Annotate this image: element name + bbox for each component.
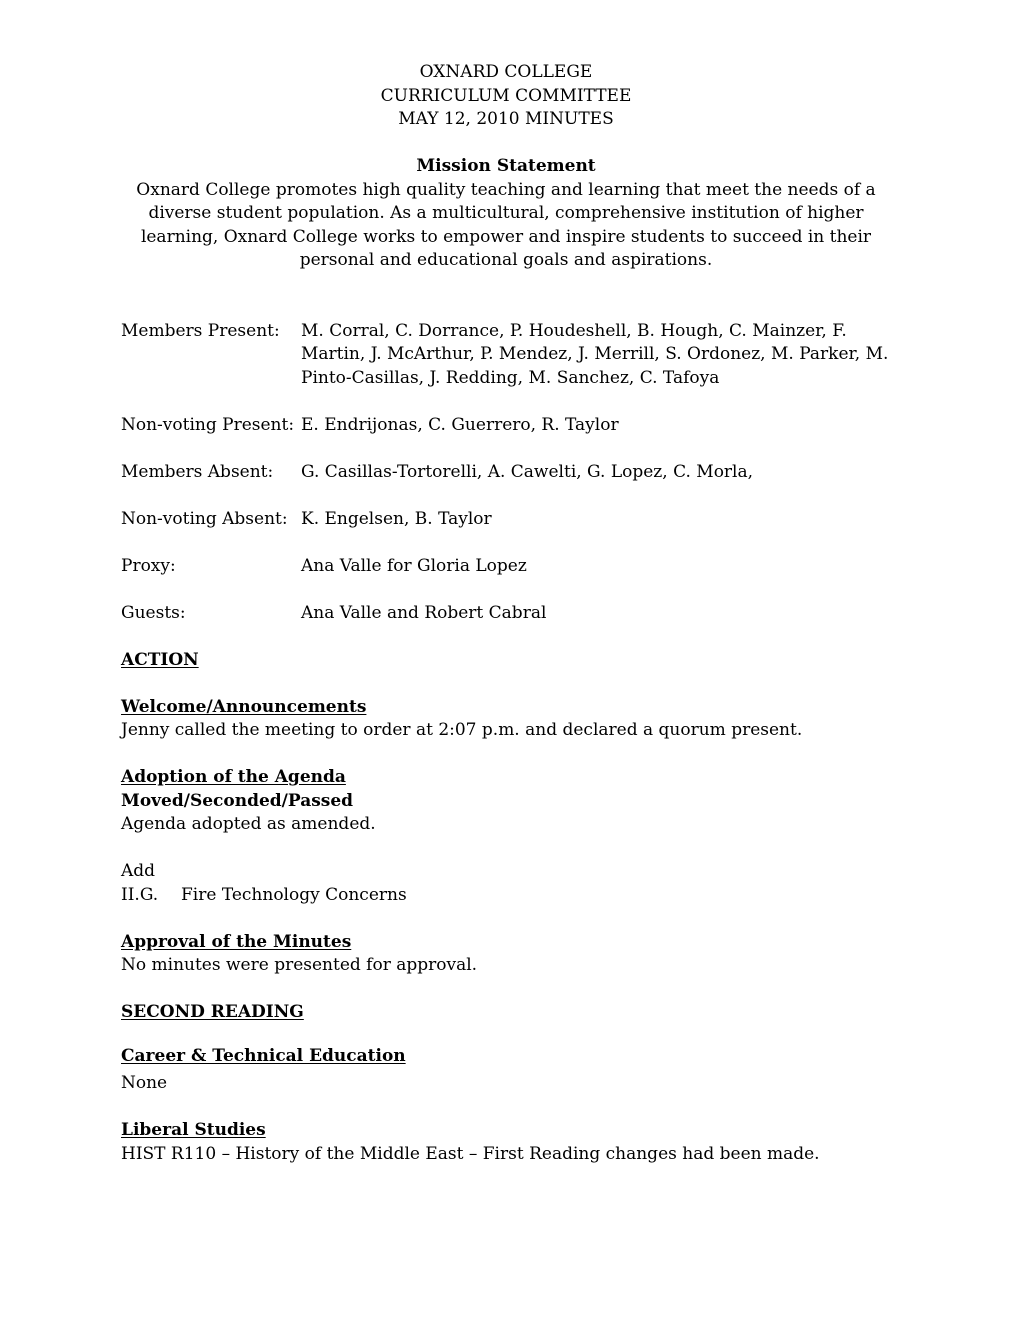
attendance-label: Guests:: [121, 602, 186, 623]
meeting-date-title: MAY 12, 2010 MINUTES: [398, 109, 614, 129]
attendance-label: Proxy:: [121, 555, 176, 576]
minutes-document: [121, 61, 891, 1190]
agenda-motion: Moved/Seconded/Passed: [121, 790, 354, 811]
added-item-title: Fire Technology Concerns: [181, 884, 407, 905]
mission-statement: [121, 155, 891, 273]
welcome-section: [121, 696, 891, 743]
minutes-title: Approval of the Minutes: [121, 931, 352, 952]
cte-title: Career & Technical Education: [121, 1045, 406, 1066]
attendance-value: Ana Valle and Robert Cabral: [301, 602, 547, 623]
attendance-value: M. Corral, C. Dorrance, P. Houdeshell, B. Hough, C. Mainzer, F. Martin, J. McArthur, P. Mendez, J. Merrill, S. Ordonez, M. Parker, M. Pinto-Casillas, J. Redding, M. Sanchez, C. Tafoya: [301, 320, 889, 388]
institution-name: OXNARD COLLEGE: [419, 62, 593, 82]
welcome-title: Welcome/Announcements: [121, 696, 367, 717]
agenda-additions: [121, 860, 891, 907]
added-item-code: II.G.: [121, 884, 159, 905]
attendance-label: Members Present:: [121, 320, 280, 341]
add-label: Add: [121, 861, 156, 881]
mission-text: Oxnard College promotes high quality teaching and learning that meet the needs of a diverse student population. As a multicultural, comprehensive institution of higher learning, Oxnard College works to empower and inspire students to succeed in their personal and educational goals and aspirations.: [136, 179, 876, 270]
action-heading: ACTION: [121, 649, 199, 670]
liberal-studies-title: Liberal Studies: [121, 1120, 266, 1140]
action-section: [121, 649, 891, 978]
liberal-studies-section: [121, 1119, 891, 1166]
attendance-value: Ana Valle for Gloria Lopez: [301, 555, 527, 576]
attendance-row-members-present: [121, 320, 891, 391]
attendance-label: Non-voting Present:: [121, 414, 295, 435]
mission-title: Mission Statement: [416, 156, 596, 176]
attendance-row-nonvoting-absent: [121, 508, 891, 532]
committee-name: CURRICULUM COMMITTEE: [380, 85, 632, 106]
attendance-label: Non-voting Absent:: [121, 508, 288, 529]
minutes-text: No minutes were presented for approval.: [121, 955, 478, 975]
cte-section: [121, 1045, 891, 1096]
attendance-list: [121, 320, 891, 626]
agenda-text: Agenda adopted as amended.: [121, 814, 376, 834]
liberal-studies-text: HIST R110 – History of the Middle East – First Reading changes had been made.: [121, 1143, 820, 1164]
added-agenda-item: [121, 884, 891, 908]
minutes-approval-section: [121, 931, 891, 978]
attendance-label: Members Absent:: [121, 461, 274, 482]
attendance-row-guests: [121, 602, 891, 626]
attendance-row-proxy: [121, 555, 891, 579]
agenda-title: Adoption of the Agenda: [121, 767, 346, 787]
second-reading-section: [121, 1001, 891, 1166]
attendance-row-nonvoting-present: [121, 414, 891, 438]
welcome-text: Jenny called the meeting to order at 2:07 p.m. and declared a quorum present.: [121, 720, 803, 740]
attendance-row-members-absent: [121, 461, 891, 485]
attendance-value: K. Engelsen, B. Taylor: [301, 508, 492, 529]
attendance-value: E. Endrijonas, C. Guerrero, R. Taylor: [301, 414, 619, 435]
second-reading-heading: SECOND READING: [121, 1002, 304, 1022]
attendance-value: G. Casillas-Tortorelli, A. Cawelti, G. Lopez, C. Morla,: [301, 461, 754, 482]
document-header: [121, 61, 891, 132]
cte-text: None: [121, 1073, 168, 1093]
agenda-section: [121, 766, 891, 837]
